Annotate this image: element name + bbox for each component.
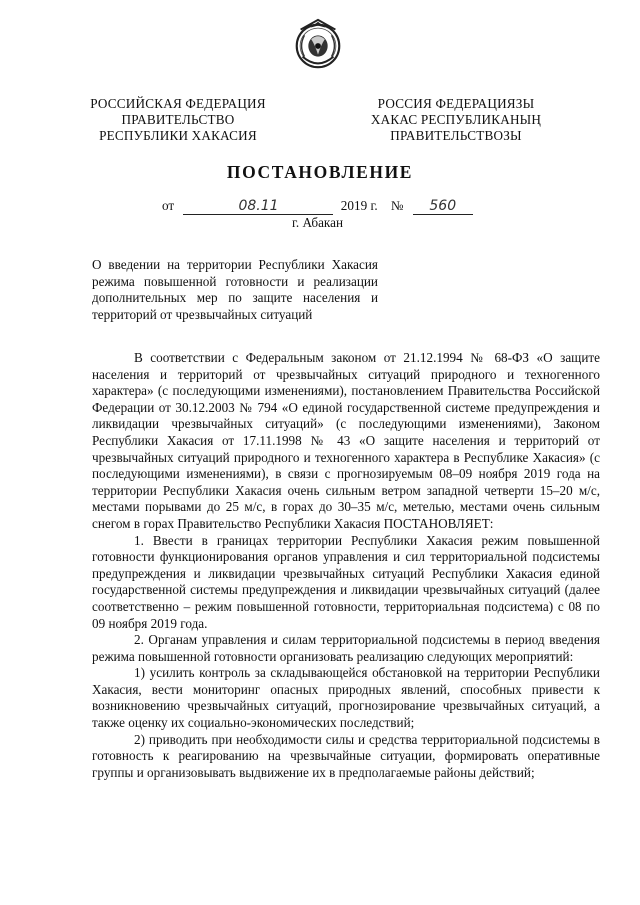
date-number-line (162, 198, 473, 215)
header-right-line-3: ПРАВИТЕЛЬСТВОЗЫ (390, 128, 522, 143)
header-left-russian (78, 96, 278, 144)
document-body (92, 350, 600, 781)
document-subject: О введении на территории Республики Хакасия режима повышенной готовности и реализации дополнительных мер по защите населения и территорий от чрезвычайных ситуаций (92, 257, 378, 322)
paragraph-subitem-1: 1) усилить контроль за складывающейся обстановкой на территории Республики Хакасия, вести мониторинг опасных природных явлений, способных привести к возникновению чрезвычайных ситуаций, прогнозирование чрезвычайных ситуаций, а также оценку их социально-экономических последствий; (92, 665, 600, 731)
number-sign: № (390, 198, 404, 213)
coat-of-arms-emblem (289, 16, 347, 74)
header-left-line-3: РЕСПУБЛИКИ ХАКАСИЯ (99, 128, 257, 143)
handwritten-number: 560 (413, 198, 473, 215)
city-line: г. Абакан (292, 215, 344, 230)
header-right-line-1: РОССИЯ ФЕДЕРАЦИЯЗЫ (377, 96, 535, 111)
document-title: ПОСТАНОВЛЕНИЕ (226, 162, 414, 182)
paragraph-subitem-2: 2) приводить при необходимости силы и средства территориальной подсистемы в готовность к реагированию на чрезвычайные ситуации, формировать оперативные группы и организовывать выдвижение их в предполагаемые районы действий; (92, 731, 600, 780)
paragraph-item-1: 1. Ввести в границах территории Республики Хакасия режим повышенной готовности функционирования органов управления и сил территориальной подсистемы предупреждения и ликвидации чрезвычайных ситуаций Республики Хакасия единой государственной системы предупреждения и ликвидации чрезвычайных ситуаций (далее соответственно – режим повышенной готовности, территориальная подсистема) с 08 по 09 ноября 2019 года. (92, 532, 600, 631)
paragraph-item-2: 2. Органам управления и силам территориальной подсистемы в период введения режима повышенной готовности организовать реализацию следующих мероприятий: (92, 632, 600, 664)
handwritten-date: 08.11 (183, 198, 333, 215)
header-left-line-1: РОССИЙСКАЯ ФЕДЕРАЦИЯ (90, 96, 266, 111)
date-year: 2019 г. (340, 198, 378, 213)
header-right-khakas (356, 96, 556, 144)
header-left-line-2: ПРАВИТЕЛЬСТВО (121, 112, 235, 127)
header-right-line-2: ХАКАС РЕСПУБЛИКАНЫҢ (370, 112, 542, 127)
date-prefix: от (162, 198, 175, 213)
paragraph-preamble: В соответствии с Федеральным законом от 21.12.1994 № 68-ФЗ «О защите населения и территорий от чрезвычайных ситуаций природного и техногенного характера» (с последующими изменениями), постановлением Правительства Российской Федерации от 30.12.2003 № 794 «О единой государственной системе предупреждения и ликвидации чрезвычайных ситуаций» (с последующими изменениями), Законом Республики Хакасия от 17.11.1998 № 43 «О защите населения и территорий от чрезвычайных ситуаций природного и техногенного характера в Республике Хакасия» (с последующими изменениями), в связи с прогнозируемым 08–09 ноября 2019 года на территории Республики Хакасия очень сильным ветром западной четверти 15–20 м/с, местами порывами до 25 м/с, в горах до 30–35 м/с, метелью, местами очень сильным снегом в горах Правительство Республики Хакасия ПОСТАНОВЛЯЕТ: (92, 350, 600, 531)
